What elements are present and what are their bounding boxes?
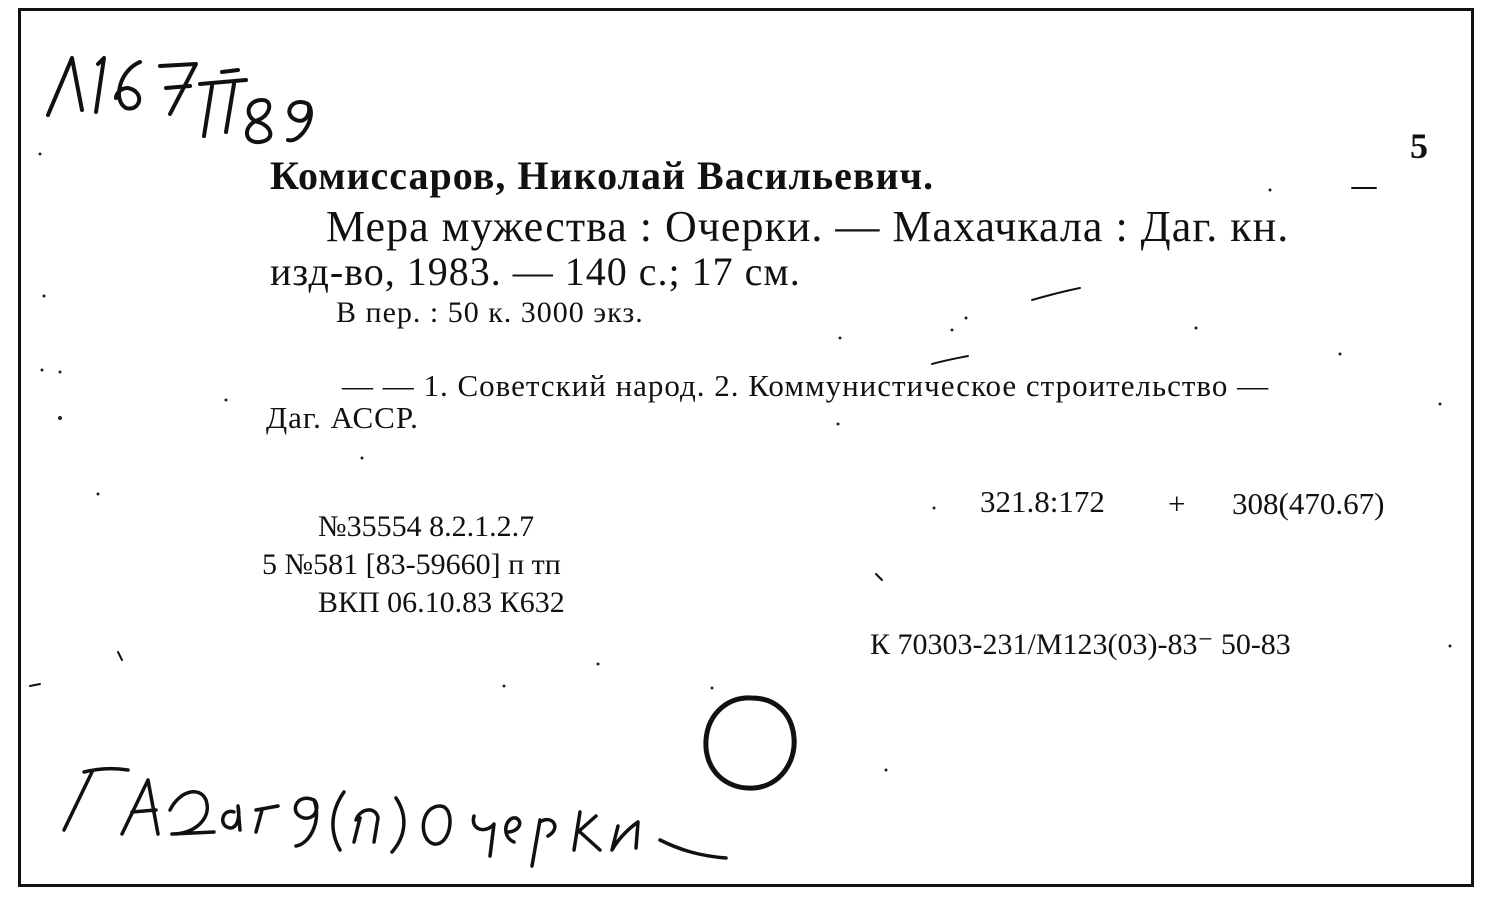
plus-sign: + [1168,486,1186,521]
handwritten-shelfmark-top [48,58,311,142]
card-number: 5 [1410,126,1428,166]
reference-line-3: ВКП 06.10.83 К632 [318,586,565,619]
subject-headings-line-1: — — 1. Советский народ. 2. Коммунистическое строительство — [342,368,1270,403]
classification-code: К 70303-231/М123(03)-83⁻ 50-83 [870,628,1291,661]
udc-index: 321.8:172 [980,484,1105,519]
handwritten-note-bottom [64,769,726,866]
reference-line-2: 5 №581 [83-59660] п тп [262,548,561,581]
stamp-circle [706,698,794,788]
price-circulation: В пер. : 50 к. 3000 экз. [336,296,644,329]
title-line-1: Мера мужества : Очерки. — Махачкала : Даг. кн. [326,202,1290,251]
bbk-index: 308(470.67) [1232,486,1385,521]
subject-headings-line-2: Даг. АССР. [266,400,419,435]
author-heading: Комиссаров, Николай Васильевич. [270,153,935,198]
reference-line-1: №35554 8.2.1.2.7 [318,510,535,543]
title-line-2: изд-во, 1983. — 140 с.; 17 см. [270,249,801,294]
